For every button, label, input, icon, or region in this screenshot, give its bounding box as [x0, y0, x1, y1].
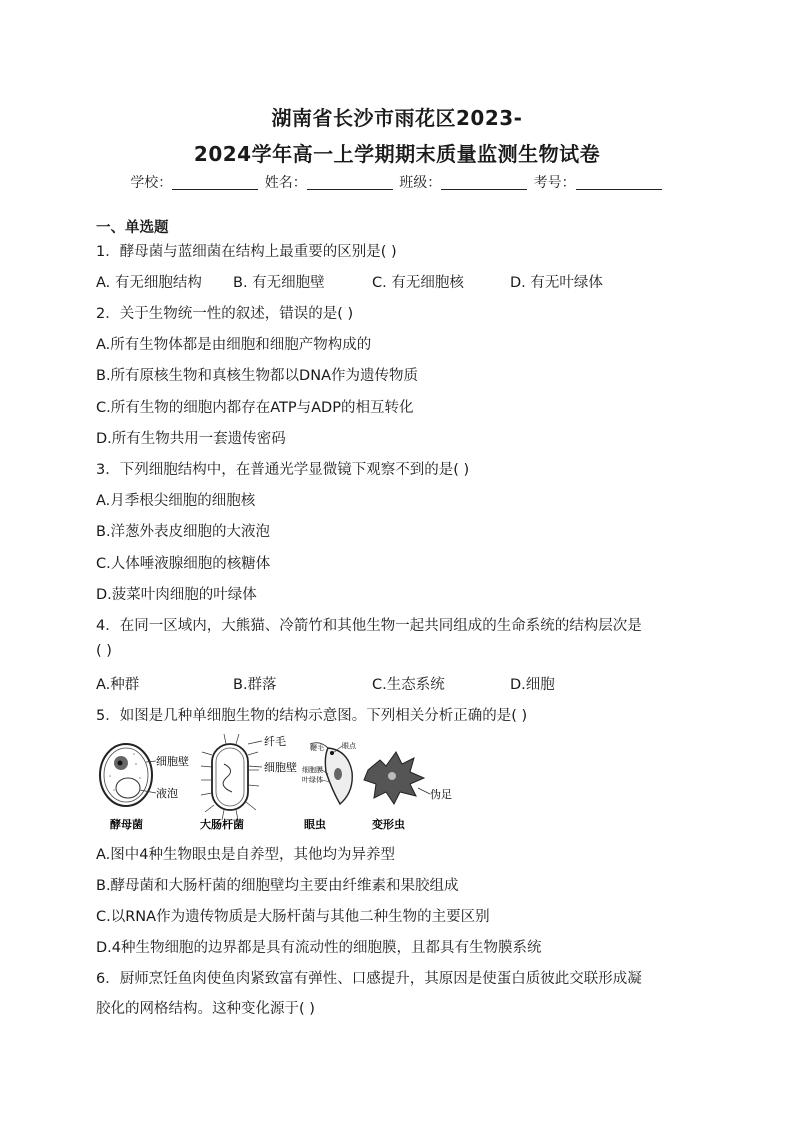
question-4-option-b: B.群落 — [233, 677, 277, 693]
question-3-stem: 3．下列细胞结构中，在普通光学显微镜下观察不到的是( ) — [96, 462, 470, 478]
question-4-stem-line1: 4．在同一区域内，大熊猫、冷箭竹和其他生物一起共同组成的生命系统的结构层次是 — [96, 618, 642, 634]
question-3-option-c: C.人体唾液腺细胞的核糖体 — [96, 556, 271, 572]
question-5-option-b: B.酵母菌和大肠杆菌的细胞壁均主要由纤维素和果胶组成 — [96, 878, 459, 894]
label-amoeba: 变形虫 — [372, 818, 405, 831]
question-1-stem: 1．酵母菌与蓝细菌在结构上最重要的区别是( ) — [96, 244, 397, 260]
question-2-option-c: C.所有生物的细胞内都存在ATP与ADP的相互转化 — [96, 400, 414, 416]
label-chloroplast: 叶绿体 — [302, 776, 323, 784]
question-5-stem: 5．如图是几种单细胞生物的结构示意图。下列相关分析正确的是( ) — [96, 708, 528, 724]
question-2-stem: 2．关于生物统一性的叙述，错误的是( ) — [96, 306, 354, 322]
label-pili: 纤毛 — [264, 735, 286, 748]
label-yeast: 酵母菌 — [110, 818, 143, 831]
name-label: 姓名： — [264, 175, 307, 191]
question-2-option-d: D.所有生物共用一套遗传密码 — [96, 431, 286, 447]
question-3-option-a: A.月季根尖细胞的细胞核 — [96, 493, 256, 509]
question-4-stem-line2: ( ) — [96, 643, 112, 659]
label-ecoli: 大肠杆菌 — [200, 818, 244, 831]
label-membrane: 细胞膜 — [302, 766, 323, 774]
exam-title-line2: 2024学年高一上学期期末质量监测生物试卷 — [193, 142, 601, 166]
question-1-option-a: A. 有无细胞结构 — [96, 275, 202, 291]
question-2-option-a: A.所有生物体都是由细胞和细胞产物构成的 — [96, 337, 372, 353]
label-euglena: 眼虫 — [304, 818, 326, 831]
question-3-option-d: D.菠菜叶肉细胞的叶绿体 — [96, 587, 257, 603]
cell-diagram — [96, 730, 476, 834]
question-6-stem-line1: 6．厨师烹饪鱼肉使鱼肉紧致富有弹性、口感提升，其原因是使蛋白质彼此交联形成凝 — [96, 971, 642, 987]
question-4-option-c: C.生态系统 — [372, 677, 445, 693]
student-info-row — [0, 172, 794, 192]
question-2-option-b: B.所有原核生物和真核生物都以DNA作为遗传物质 — [96, 368, 418, 384]
question-6-stem-line2: 胶化的网格结构。这种变化源于( ) — [96, 1001, 315, 1017]
question-1-option-b: B. 有无细胞壁 — [233, 275, 325, 291]
question-5-option-c: C.以RNA作为遗传物质是大肠杆菌与其他二种生物的主要区别 — [96, 909, 490, 925]
exam-number-blank[interactable] — [576, 175, 662, 190]
school-blank[interactable] — [172, 175, 258, 190]
label-flagellum: 鞭毛 — [310, 744, 324, 752]
question-5-option-a: A.图中4种生物眼虫是自养型，其他均为异养型 — [96, 847, 395, 863]
section-title: 一、单选题 — [96, 220, 169, 236]
question-4-option-d: D.细胞 — [510, 677, 555, 693]
question-3-option-b: B.洋葱外表皮细胞的大液泡 — [96, 524, 271, 540]
class-blank[interactable] — [441, 175, 527, 190]
ecoli-illustration — [201, 734, 262, 820]
label-pseudopod: 伪足 — [430, 788, 452, 801]
question-1-option-c: C. 有无细胞核 — [372, 275, 464, 291]
class-label: 班级： — [399, 175, 442, 191]
label-vacuole: 液泡 — [156, 787, 178, 800]
exam-title-line1: 湖南省长沙市雨花区2023- — [271, 106, 523, 130]
question-4-option-a: A.种群 — [96, 677, 140, 693]
label-cell-wall-1: 细胞壁 — [156, 755, 189, 768]
label-cell-wall-2: 细胞壁 — [264, 761, 297, 774]
amoeba-illustration — [364, 752, 430, 804]
question-5-option-d: D.4种生物细胞的边界都是具有流动性的细胞膜，且都具有生物膜系统 — [96, 940, 542, 956]
school-label: 学校： — [130, 175, 173, 191]
label-eyespot: 眼点 — [342, 742, 356, 750]
exam-number-label: 考号： — [533, 175, 576, 191]
yeast-illustration — [100, 744, 156, 806]
name-blank[interactable] — [307, 175, 393, 190]
question-1-option-d: D. 有无叶绿体 — [510, 275, 603, 291]
